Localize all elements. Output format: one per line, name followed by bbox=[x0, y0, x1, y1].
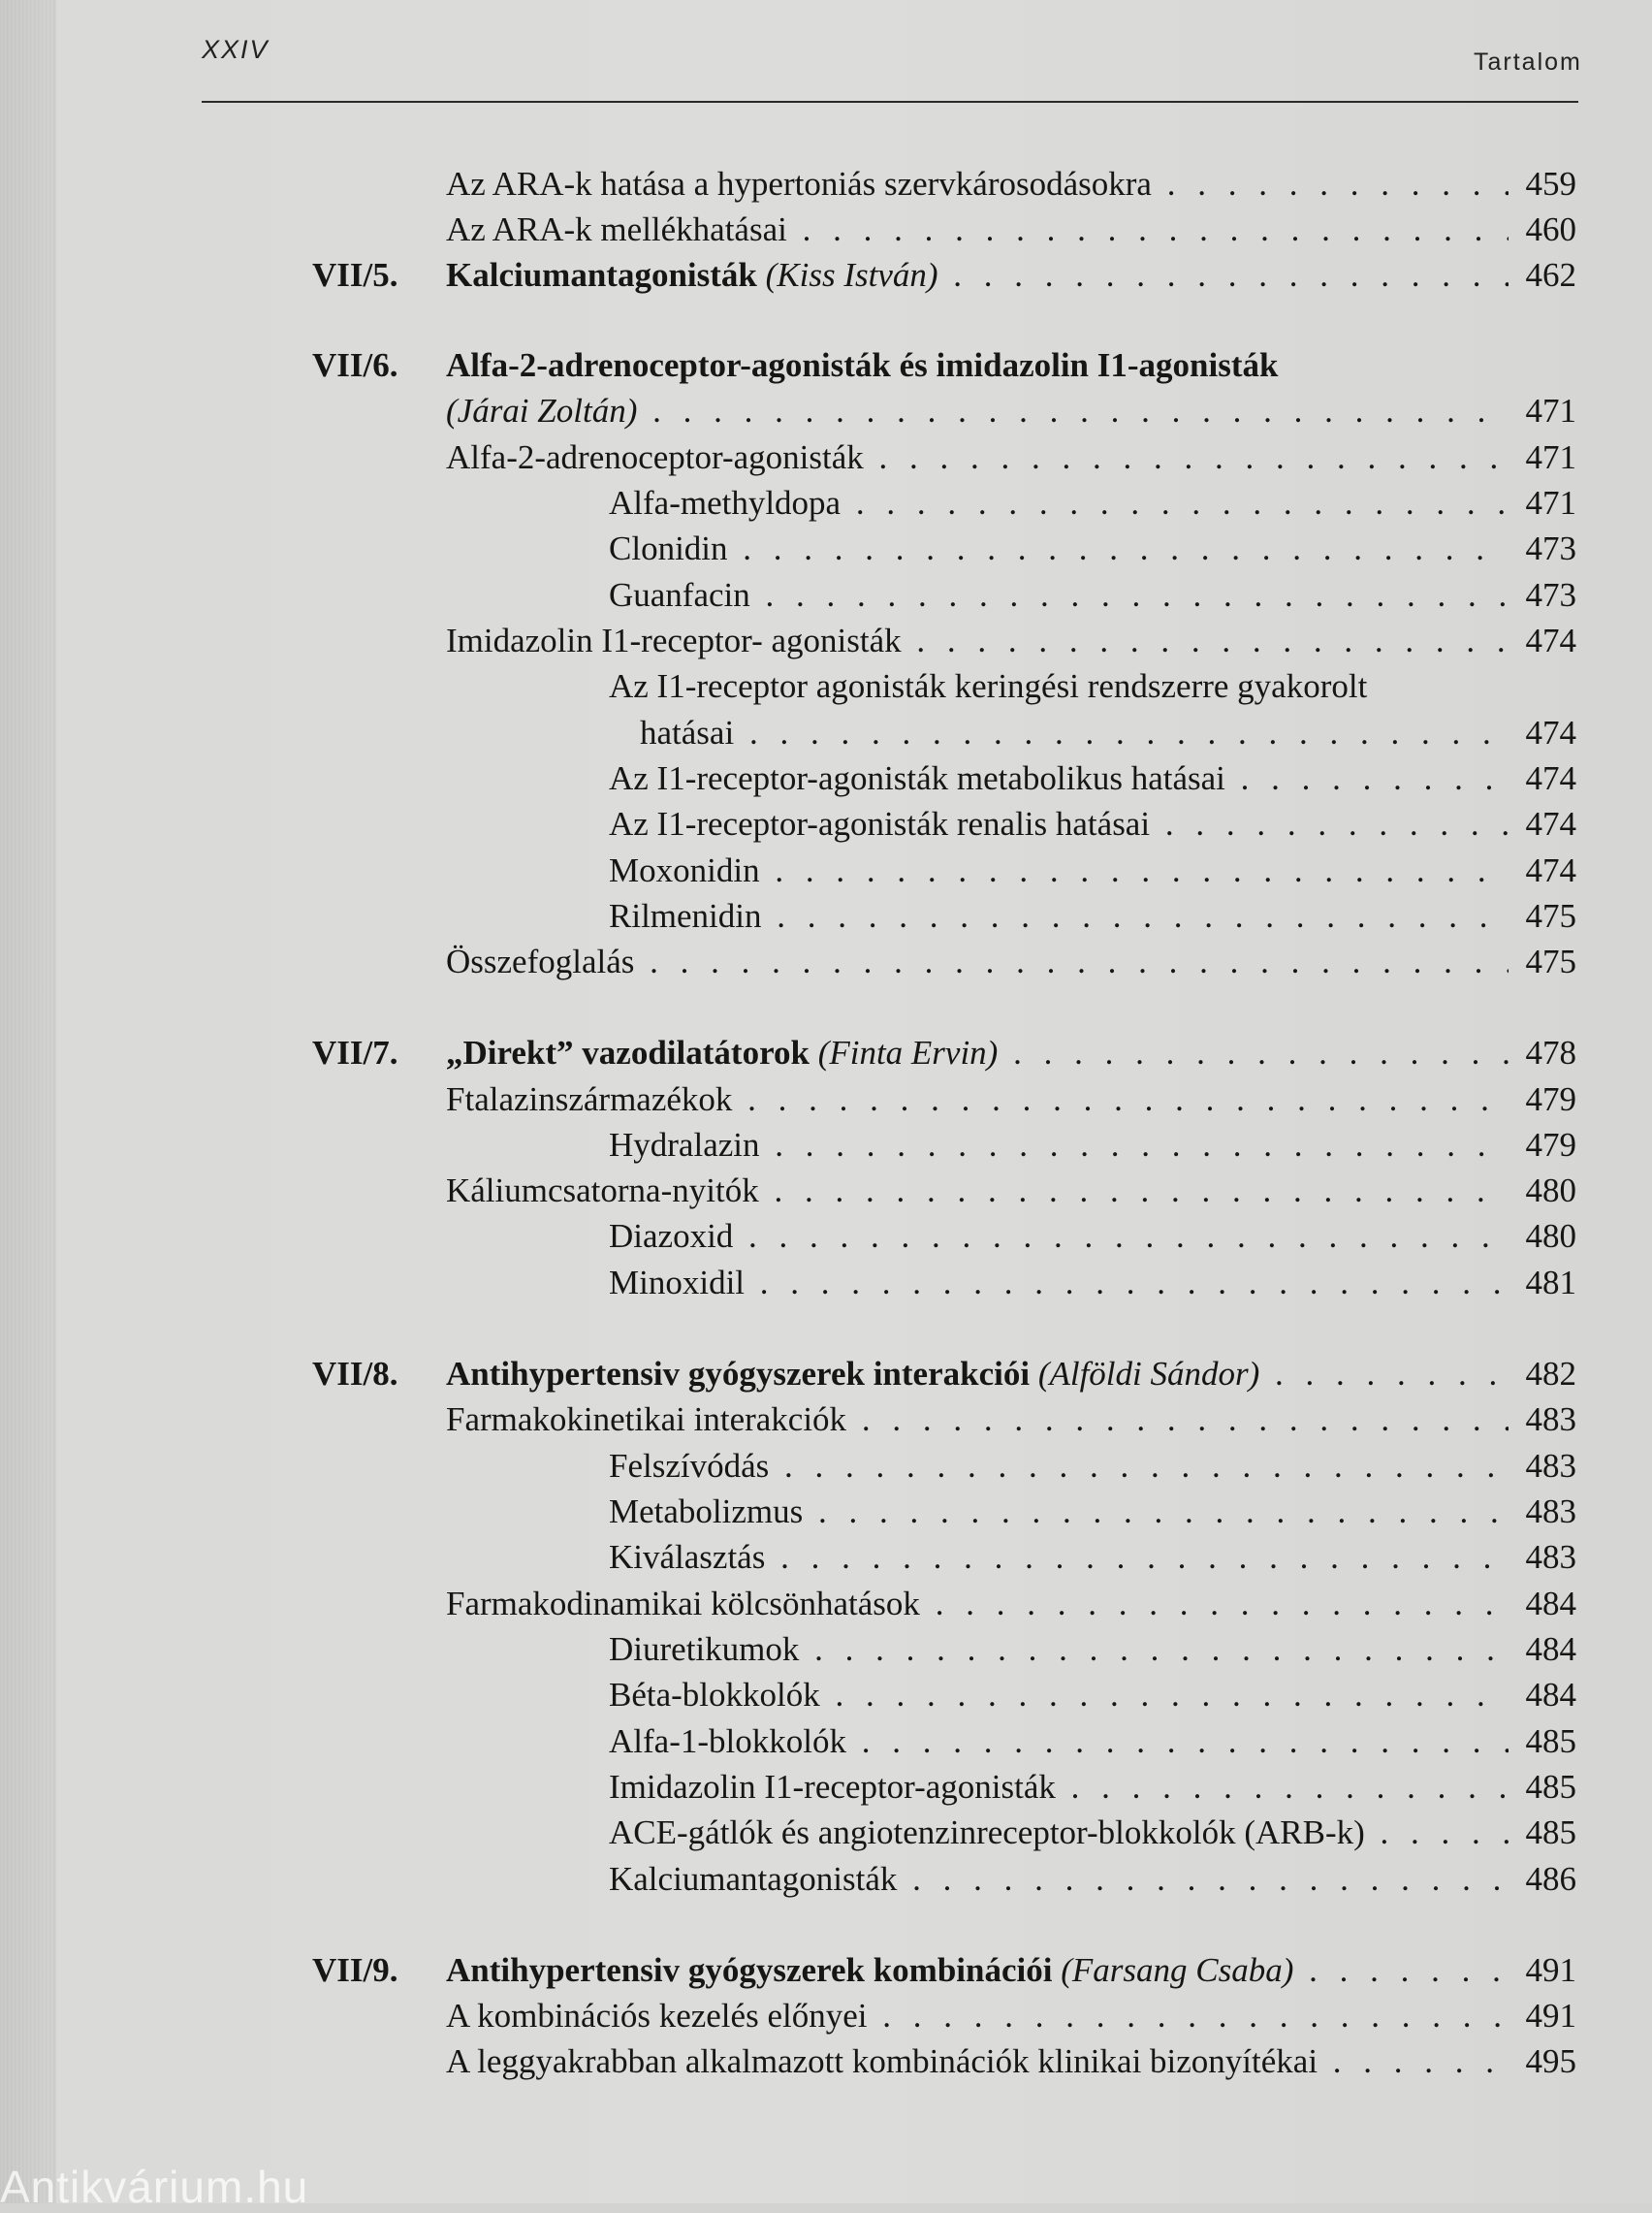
entry-text: Farmakodinamikai kölcsönhatások bbox=[446, 1585, 920, 1622]
entry-text: Moxonidin bbox=[609, 851, 760, 889]
section-title bbox=[446, 2038, 1509, 2085]
toc-row bbox=[0, 1626, 1652, 1673]
section-title bbox=[609, 1718, 1509, 1765]
entry-text: Alfa-2-adrenoceptor-agonisták és imidazolin I1-agonisták bbox=[446, 346, 1279, 384]
watermark: Antikvárium.hu bbox=[0, 2162, 309, 2212]
entry-text: Összefoglalás bbox=[446, 943, 635, 980]
toc-row bbox=[0, 755, 1652, 802]
entry-text: Hydralazin bbox=[609, 1126, 760, 1164]
section-title bbox=[446, 1076, 1509, 1123]
chapter-title bbox=[446, 1947, 1509, 1994]
toc-row bbox=[0, 1764, 1652, 1811]
section-title bbox=[609, 526, 1509, 572]
toc-row bbox=[0, 2038, 1652, 2085]
page-number-header: XXIV bbox=[202, 35, 270, 64]
toc-row bbox=[0, 848, 1652, 894]
section-title bbox=[609, 1856, 1509, 1903]
toc-row bbox=[0, 1947, 1652, 1994]
entry-text: Alfa-methyldopa bbox=[609, 484, 842, 522]
entry-text: Kalciumantagonisták bbox=[609, 1860, 898, 1898]
toc-row bbox=[0, 1810, 1652, 1856]
entry-author: (Járai Zoltán) bbox=[446, 392, 638, 430]
section-title bbox=[609, 1810, 1509, 1856]
page-number: 491 bbox=[1525, 1951, 1576, 1989]
toc-row bbox=[0, 663, 1652, 710]
page-number: 471 bbox=[1525, 392, 1576, 430]
page-number: 491 bbox=[1525, 1997, 1576, 2035]
section-title bbox=[446, 207, 1509, 253]
entry-text: Felszívódás bbox=[609, 1447, 770, 1485]
page-number: 479 bbox=[1525, 1080, 1576, 1118]
toc-row bbox=[0, 1260, 1652, 1306]
toc-row bbox=[0, 893, 1652, 940]
section-title bbox=[446, 1581, 1509, 1627]
section-title bbox=[609, 1122, 1509, 1169]
section-title bbox=[609, 1534, 1509, 1581]
entry-text: Guanfacin bbox=[609, 576, 750, 614]
page-number: 473 bbox=[1525, 529, 1576, 567]
entry-text: Az ARA-k hatása a hypertoniás szervkárosodásokra bbox=[446, 165, 1152, 203]
chapter-title bbox=[446, 342, 1509, 389]
toc-row bbox=[0, 1351, 1652, 1397]
page-number: 474 bbox=[1525, 622, 1576, 659]
section-title bbox=[609, 893, 1509, 940]
entry-text: Rilmenidin bbox=[609, 897, 762, 935]
page-number: 485 bbox=[1525, 1768, 1576, 1806]
toc-row bbox=[0, 1581, 1652, 1627]
entry-text: Clonidin bbox=[609, 529, 728, 567]
section-title bbox=[609, 848, 1509, 894]
toc-row bbox=[0, 161, 1652, 208]
section-title bbox=[609, 1260, 1509, 1306]
entry-text: Imidazolin I1-receptor- agonisták bbox=[446, 622, 902, 659]
entry-text: Kalciumantagonisták bbox=[446, 256, 757, 294]
entry-text: Minoxidil bbox=[609, 1264, 746, 1301]
section-title-header: Tartalom bbox=[1474, 48, 1582, 76]
toc-row bbox=[0, 1213, 1652, 1260]
section-title bbox=[609, 755, 1509, 802]
chapter-number: VII/6. bbox=[312, 346, 398, 384]
toc-row bbox=[0, 939, 1652, 985]
page-number: 480 bbox=[1525, 1171, 1576, 1209]
page-number: 478 bbox=[1525, 1034, 1576, 1072]
section-title bbox=[446, 1993, 1509, 2039]
section-title bbox=[446, 1396, 1509, 1443]
toc-row bbox=[0, 1443, 1652, 1490]
entry-author: (Farsang Csaba) bbox=[1061, 1951, 1294, 1989]
toc-row bbox=[0, 1993, 1652, 2039]
page-number: 483 bbox=[1525, 1538, 1576, 1576]
toc-row bbox=[0, 1672, 1652, 1718]
section-title bbox=[446, 161, 1509, 208]
entry-text: A leggyakrabban alkalmazott kombinációk klinikai bizonyítékai bbox=[446, 2042, 1318, 2080]
toc-row bbox=[0, 572, 1652, 619]
page-number: 486 bbox=[1525, 1860, 1576, 1898]
page-number: 474 bbox=[1525, 759, 1576, 797]
page-number: 462 bbox=[1525, 256, 1576, 294]
page-number: 475 bbox=[1525, 897, 1576, 935]
page-number: 459 bbox=[1525, 165, 1576, 203]
toc-row bbox=[0, 618, 1652, 664]
toc-row bbox=[0, 710, 1652, 756]
entry-text: hatásai bbox=[640, 714, 735, 752]
entry-text: „Direkt” vazodilatátorok bbox=[446, 1034, 810, 1072]
entry-text: Ftalazinszármazékok bbox=[446, 1080, 733, 1118]
chapter-title bbox=[446, 1030, 1509, 1076]
section-title bbox=[609, 1672, 1509, 1718]
toc-row bbox=[0, 252, 1652, 299]
section-title bbox=[446, 434, 1509, 481]
entry-author: (Finta Ervin) bbox=[817, 1034, 999, 1072]
section-title bbox=[640, 710, 1509, 756]
toc-row bbox=[0, 1030, 1652, 1076]
toc-row bbox=[0, 342, 1652, 389]
section-title bbox=[446, 618, 1509, 664]
entry-text: Az ARA-k mellékhatásai bbox=[446, 210, 787, 248]
entry-text: ACE-gátlók és angiotenzinreceptor-blokkolók (ARB-k) bbox=[609, 1813, 1365, 1851]
page-number: 480 bbox=[1525, 1217, 1576, 1255]
page-number: 474 bbox=[1525, 851, 1576, 889]
page-number: 484 bbox=[1525, 1676, 1576, 1714]
toc-row bbox=[0, 1856, 1652, 1903]
section-title bbox=[609, 1443, 1509, 1490]
entry-text: Farmakokinetikai interakciók bbox=[446, 1400, 847, 1438]
page-number: 479 bbox=[1525, 1126, 1576, 1164]
toc-row bbox=[0, 1534, 1652, 1581]
toc-row bbox=[0, 526, 1652, 572]
entry-text: Az I1-receptor agonisták keringési rendszerre gyakorolt bbox=[609, 667, 1368, 705]
page-number: 471 bbox=[1525, 484, 1576, 522]
entry-text: Diuretikumok bbox=[609, 1630, 800, 1668]
page-number: 482 bbox=[1525, 1355, 1576, 1393]
chapter-number: VII/5. bbox=[312, 256, 398, 294]
toc-row bbox=[0, 801, 1652, 848]
page-number: 483 bbox=[1525, 1400, 1576, 1438]
entry-author: (Kiss István) bbox=[765, 256, 938, 294]
toc-row bbox=[0, 388, 1652, 434]
section-title bbox=[609, 480, 1509, 527]
entry-text: Alfa-2-adrenoceptor-agonisták bbox=[446, 438, 864, 476]
section-title bbox=[609, 572, 1509, 619]
toc-row bbox=[0, 434, 1652, 481]
page-number: 484 bbox=[1525, 1585, 1576, 1622]
entry-author: (Alföldi Sándor) bbox=[1037, 1355, 1260, 1393]
page-number: 485 bbox=[1525, 1813, 1576, 1851]
page-number: 475 bbox=[1525, 943, 1576, 980]
toc-row bbox=[0, 207, 1652, 253]
section-title bbox=[609, 663, 1509, 710]
section-title bbox=[609, 1489, 1509, 1535]
entry-text: Béta-blokkolók bbox=[609, 1676, 820, 1714]
header-rule bbox=[202, 101, 1578, 103]
chapter-number: VII/9. bbox=[312, 1951, 398, 1989]
entry-text: Kiválasztás bbox=[609, 1538, 766, 1576]
entry-text: Antihypertensiv gyógyszerek interakciói bbox=[446, 1355, 1031, 1393]
section-title bbox=[446, 1168, 1509, 1214]
entry-text: Diazoxid bbox=[609, 1217, 734, 1255]
entry-text: Az I1-receptor-agonisták metabolikus hatásai bbox=[609, 759, 1225, 797]
entry-text: Alfa-1-blokkolók bbox=[609, 1722, 846, 1760]
entry-text: Az I1-receptor-agonisták renalis hatásai bbox=[609, 805, 1151, 843]
section-title bbox=[609, 1764, 1509, 1811]
entry-text: Antihypertensiv gyógyszerek kombinációi bbox=[446, 1951, 1053, 1989]
chapter-title bbox=[446, 252, 1509, 299]
section-title bbox=[446, 939, 1509, 985]
toc-row bbox=[0, 1396, 1652, 1443]
page-number: 483 bbox=[1525, 1492, 1576, 1530]
toc-row bbox=[0, 1718, 1652, 1765]
toc-row bbox=[0, 1122, 1652, 1169]
section-title bbox=[609, 1213, 1509, 1260]
chapter-title bbox=[446, 388, 1509, 434]
section-title bbox=[609, 801, 1509, 848]
page-number: 481 bbox=[1525, 1264, 1576, 1301]
page-number: 483 bbox=[1525, 1447, 1576, 1485]
page-number: 484 bbox=[1525, 1630, 1576, 1668]
page-number: 471 bbox=[1525, 438, 1576, 476]
chapter-number: VII/8. bbox=[312, 1355, 398, 1393]
chapter-title bbox=[446, 1351, 1509, 1397]
chapter-number: VII/7. bbox=[312, 1034, 398, 1072]
toc-row bbox=[0, 1076, 1652, 1123]
toc-row bbox=[0, 480, 1652, 527]
page-number: 474 bbox=[1525, 805, 1576, 843]
entry-text: A kombinációs kezelés előnyei bbox=[446, 1997, 868, 2035]
page-number: 485 bbox=[1525, 1722, 1576, 1760]
page-number: 495 bbox=[1525, 2042, 1576, 2080]
toc-row bbox=[0, 1489, 1652, 1535]
page-number: 473 bbox=[1525, 576, 1576, 614]
entry-text: Káliumcsatorna-nyitók bbox=[446, 1171, 759, 1209]
entry-text: Metabolizmus bbox=[609, 1492, 804, 1530]
page-number: 474 bbox=[1525, 714, 1576, 752]
entry-text: Imidazolin I1-receptor-agonisták bbox=[609, 1768, 1056, 1806]
toc-row bbox=[0, 1168, 1652, 1214]
section-title bbox=[609, 1626, 1509, 1673]
page-number: 460 bbox=[1525, 210, 1576, 248]
